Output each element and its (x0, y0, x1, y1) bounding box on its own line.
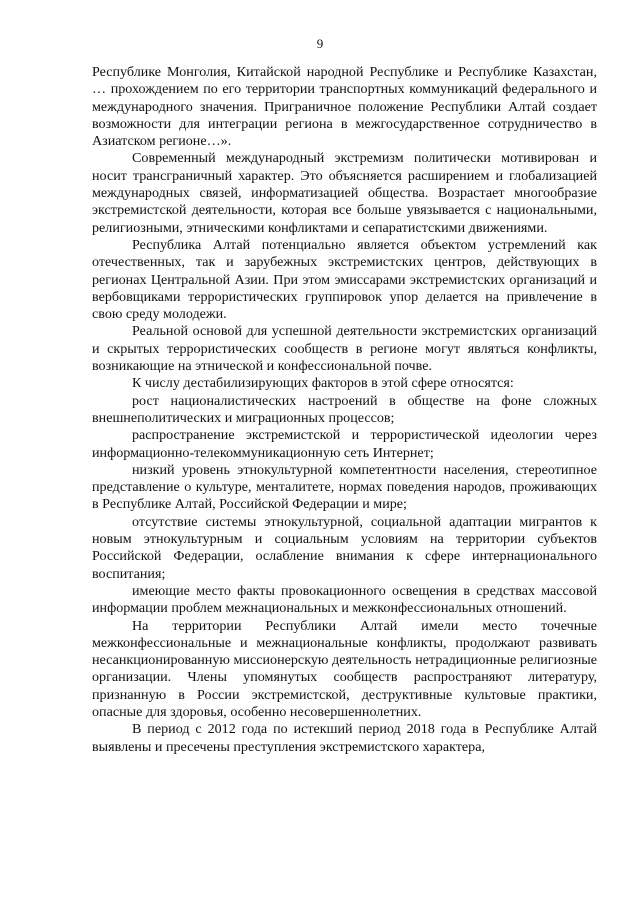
list-item-migrant-adaptation: отсутствие системы этнокультурной, социальной адаптации мигрантов к новым этнокультурным и социальным условиям на территории субъектов Российской Федерации, ослабление внимания к сфере интернационального воспитания; (92, 513, 597, 582)
paragraph-altai-target: Республика Алтай потенциально является объектом устремлений как отечественных, так и зарубежных экстремистских центров, действующих в регионах Центральной Азии. При этом эмиссарами экстремистских организаций и вербовщиками террористических группировок упор делается на привлечение в свою среду молодежи. (92, 236, 597, 323)
page-number: 9 (316, 36, 324, 51)
list-item-low-competence: низкий уровень этнокультурной компетентности населения, стереотипное представление о культуре, менталитете, нормах поведения народов, проживающих в Республике Алтай, Российской Федерации и мире; (92, 461, 597, 513)
list-item-internet-ideology: распространение экстремистской и террористической идеологии через информационно-телекоммуникационную сеть Интернет; (92, 427, 597, 461)
document-body (92, 64, 597, 756)
list-item-media-provocation: имеющие место факты провокационного освещения в средствах массовой информации проблем межнациональных и межконфессиональных отношений. (92, 582, 597, 617)
paragraph-crime-period: В период с 2012 года по истекший период 2018 года в Республике Алтай выявлены и пресечены преступления экстремистского характера, (92, 721, 597, 755)
paragraph-continuation: Республике Монголия, Китайской народной Республике и Республике Казахстан, … прохождением по его территории транспортных коммуникаций федерального и международного значения. Приграничное положение Республики Алтай создает возможности для интеграции региона в межгосударственное сотрудничество в Азиатском регионе…». (92, 64, 597, 150)
paragraph-conflict-basis: Реальной основой для успешной деятельности экстремистских организаций и скрытых террористических сообществ в регионе могут являться конфликты, возникающие на этнической и конфессиональной почве. (92, 323, 597, 375)
paragraph-factors-intro: К числу дестабилизирующих факторов в этой сфере относятся: (132, 375, 514, 392)
list-item-nationalism: рост националистических настроений в обществе на фоне сложных внешнеполитических и миграционных процессов; (92, 392, 597, 426)
paragraph-local-conflicts: На территории Республики Алтай имели место точечные межконфессиональные и межнациональные конфликты, продолжают развивать несанкционированную миссионерскую деятельность нетрадиционные религиозные организации. Члены упомянутых сообществ распространяют литературу, признанную в России экстремистской, деструктивные культовые практики, опасные для здоровья, особенно несовершеннолетних. (92, 617, 597, 720)
paragraph-extremism-overview: Современный международный экстремизм политически мотивирован и носит трансграничный характер. Это объясняется расширением и глобализацией международных связей, информатизацией общества. Возрастает многообразие экстремистской деятельности, которая все больше увязывается с национальными, религиозными, этническими конфликтами и сепаратистскими движениями. (92, 150, 597, 236)
